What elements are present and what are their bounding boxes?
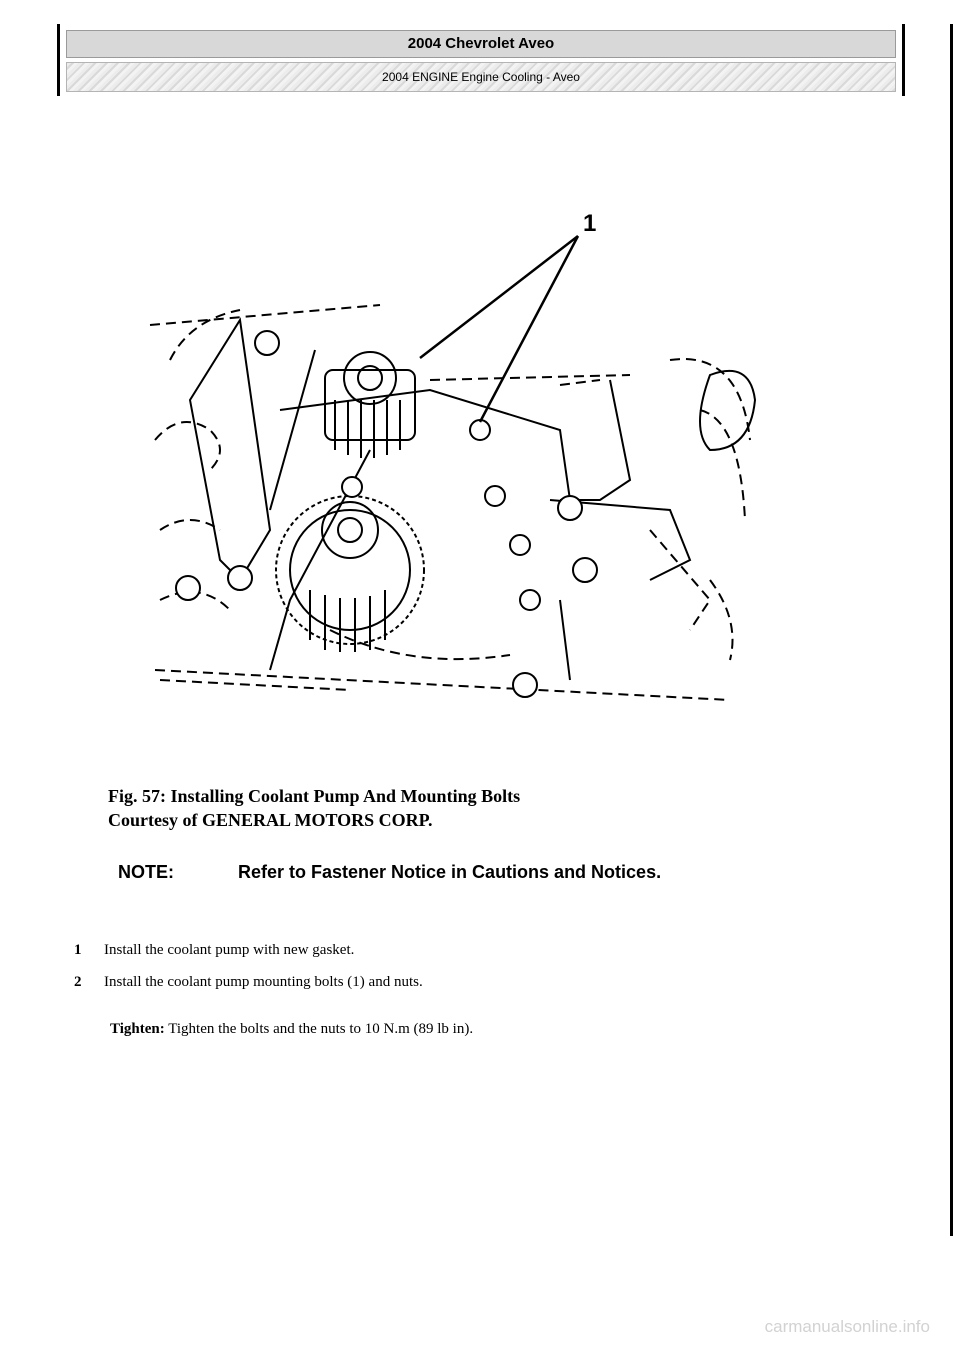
step-number: 1 — [74, 942, 82, 958]
engine-illustration — [130, 200, 770, 720]
step-text: Install the coolant pump mounting bolts (1) and nuts. — [104, 974, 423, 990]
page-right-rule — [950, 24, 953, 1236]
callout-number: 1 — [583, 210, 597, 237]
tighten-spec — [110, 1018, 473, 1040]
site-watermark: carmanualsonline.info — [764, 1317, 930, 1336]
caption-credit: Courtesy of GENERAL MOTORS CORP. — [108, 810, 433, 830]
tighten-text: Tighten the bolts and the nuts to 10 N.m (89 lb in). — [168, 1021, 474, 1037]
step-item — [74, 940, 354, 960]
note-label: NOTE: — [118, 862, 174, 882]
tighten-label: Tighten: — [110, 1021, 165, 1037]
step-number: 2 — [74, 974, 82, 990]
page-header — [57, 24, 905, 96]
header-title: 2004 Chevrolet Aveo — [66, 30, 896, 58]
step-text: Install the coolant pump with new gasket. — [104, 942, 355, 958]
header-subtitle: 2004 ENGINE Engine Cooling - Aveo — [66, 62, 896, 92]
caption-title: Fig. 57: Installing Coolant Pump And Mounting Bolts — [108, 786, 521, 806]
note-text: Refer to Fastener Notice in Cautions and Notices. — [238, 862, 662, 882]
step-item — [74, 972, 423, 992]
figure-caption — [108, 784, 808, 832]
